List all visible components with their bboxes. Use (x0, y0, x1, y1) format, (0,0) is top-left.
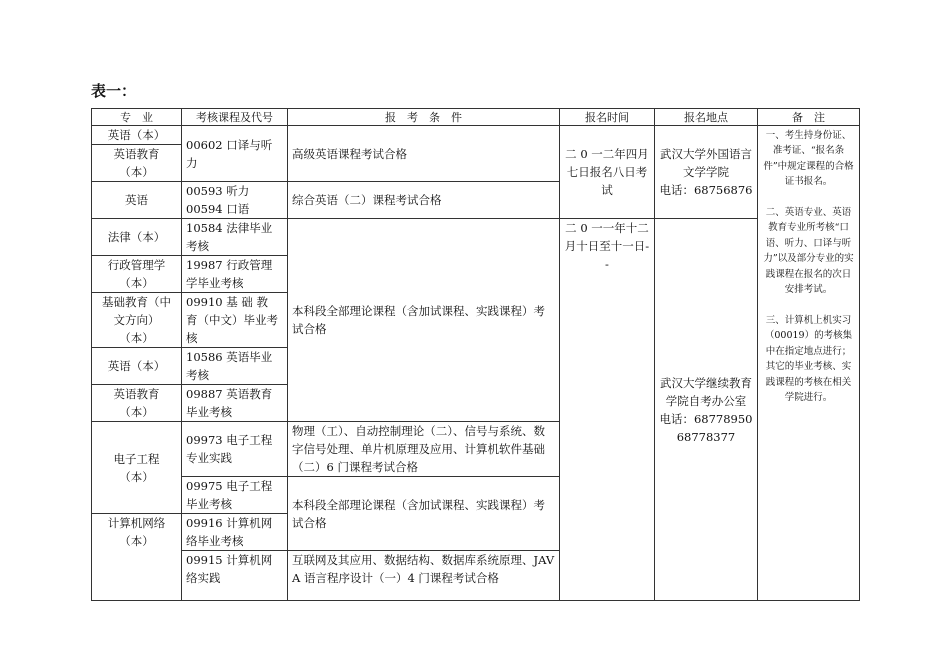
header-condition: 报 考 条 件 (288, 109, 560, 126)
header-major: 专 业 (92, 109, 182, 126)
course-cell: 00593 听力 00594 口语 (182, 182, 288, 219)
condition-cell: 本科段全部理论课程（含加试课程、实践课程）考试合格 (288, 219, 560, 422)
major-cell: 英语教育 （本） (92, 385, 182, 422)
course-cell: 09910 基 础 教 育（中文）毕业考核 (182, 293, 288, 348)
major-cell: 法律（本） (92, 219, 182, 256)
course-cell: 10586 英语毕业考核 (182, 348, 288, 385)
place-cell: 武汉大学外国语言文学学院 电话：68756876 (655, 126, 758, 219)
notes-cell: 一、考生持身份证、准考证、“报名条件”中规定课程的合格证书报名。 二、英语专业、英语教育专业所考核“口语、听力、口译与听力”以及部分专业的实践课程在报名的次日安排考试。 三、计算机上机实习（00019）的考核集中在指定地点进行；其它的毕业考核、实践课程的考核在相关学院进行。 (758, 126, 860, 601)
course-cell: 09975 电子工程毕业考核 (182, 477, 288, 514)
condition-cell: 互联网及其应用、数据结构、数据库系统原理、JAVA 语言程序设计（一）4 门课程考试合格 (288, 551, 560, 601)
major-cell: 英语教育 （本） (92, 145, 182, 182)
course-cell: 09887 英语教育毕业考核 (182, 385, 288, 422)
major-cell: 英语（本） (92, 126, 182, 145)
table-row (92, 219, 860, 256)
major-cell: 电子工程 （本） (92, 422, 182, 514)
exam-table (91, 108, 860, 601)
course-cell: 19987 行政管理学毕业考核 (182, 256, 288, 293)
course-cell: 00602 口译与听力 (182, 126, 288, 182)
time-cell: 二 0 一一年十二月十日至十一日-- (560, 219, 655, 601)
course-cell: 09915 计算机网络实践 (182, 551, 288, 601)
place-cell: 武汉大学继续教育学院自考办公室 电话：68778950 68778377 (655, 219, 758, 601)
table-row (92, 126, 860, 145)
header-place: 报名地点 (655, 109, 758, 126)
table-heading: 表一： (91, 82, 137, 100)
header-notes: 备 注 (758, 109, 860, 126)
major-cell: 英语（本） (92, 348, 182, 385)
course-cell: 10584 法律毕业考核 (182, 219, 288, 256)
header-time: 报名时间 (560, 109, 655, 126)
major-cell: 计算机网络 （本） (92, 514, 182, 601)
time-cell: 二 0 一二年四月七日报名八日考试 (560, 126, 655, 219)
condition-cell: 综合英语（二）课程考试合格 (288, 182, 560, 219)
major-cell: 行政管理学 （本） (92, 256, 182, 293)
course-cell: 09916 计算机网络毕业考核 (182, 514, 288, 551)
condition-cell: 物理（工）、自动控制理论（二）、信号与系统、数字信号处理、单片机原理及应用、计算机软件基础（二）6 门课程考试合格 (288, 422, 560, 477)
major-cell: 基础教育（中 文方向） （本） (92, 293, 182, 348)
course-cell: 09973 电子工程专业实践 (182, 422, 288, 477)
condition-cell: 高级英语课程考试合格 (288, 126, 560, 182)
header-row (92, 109, 860, 126)
major-cell: 英语 (92, 182, 182, 219)
header-course: 考核课程及代号 (182, 109, 288, 126)
condition-cell: 本科段全部理论课程（含加试课程、实践课程）考试合格 (288, 477, 560, 551)
